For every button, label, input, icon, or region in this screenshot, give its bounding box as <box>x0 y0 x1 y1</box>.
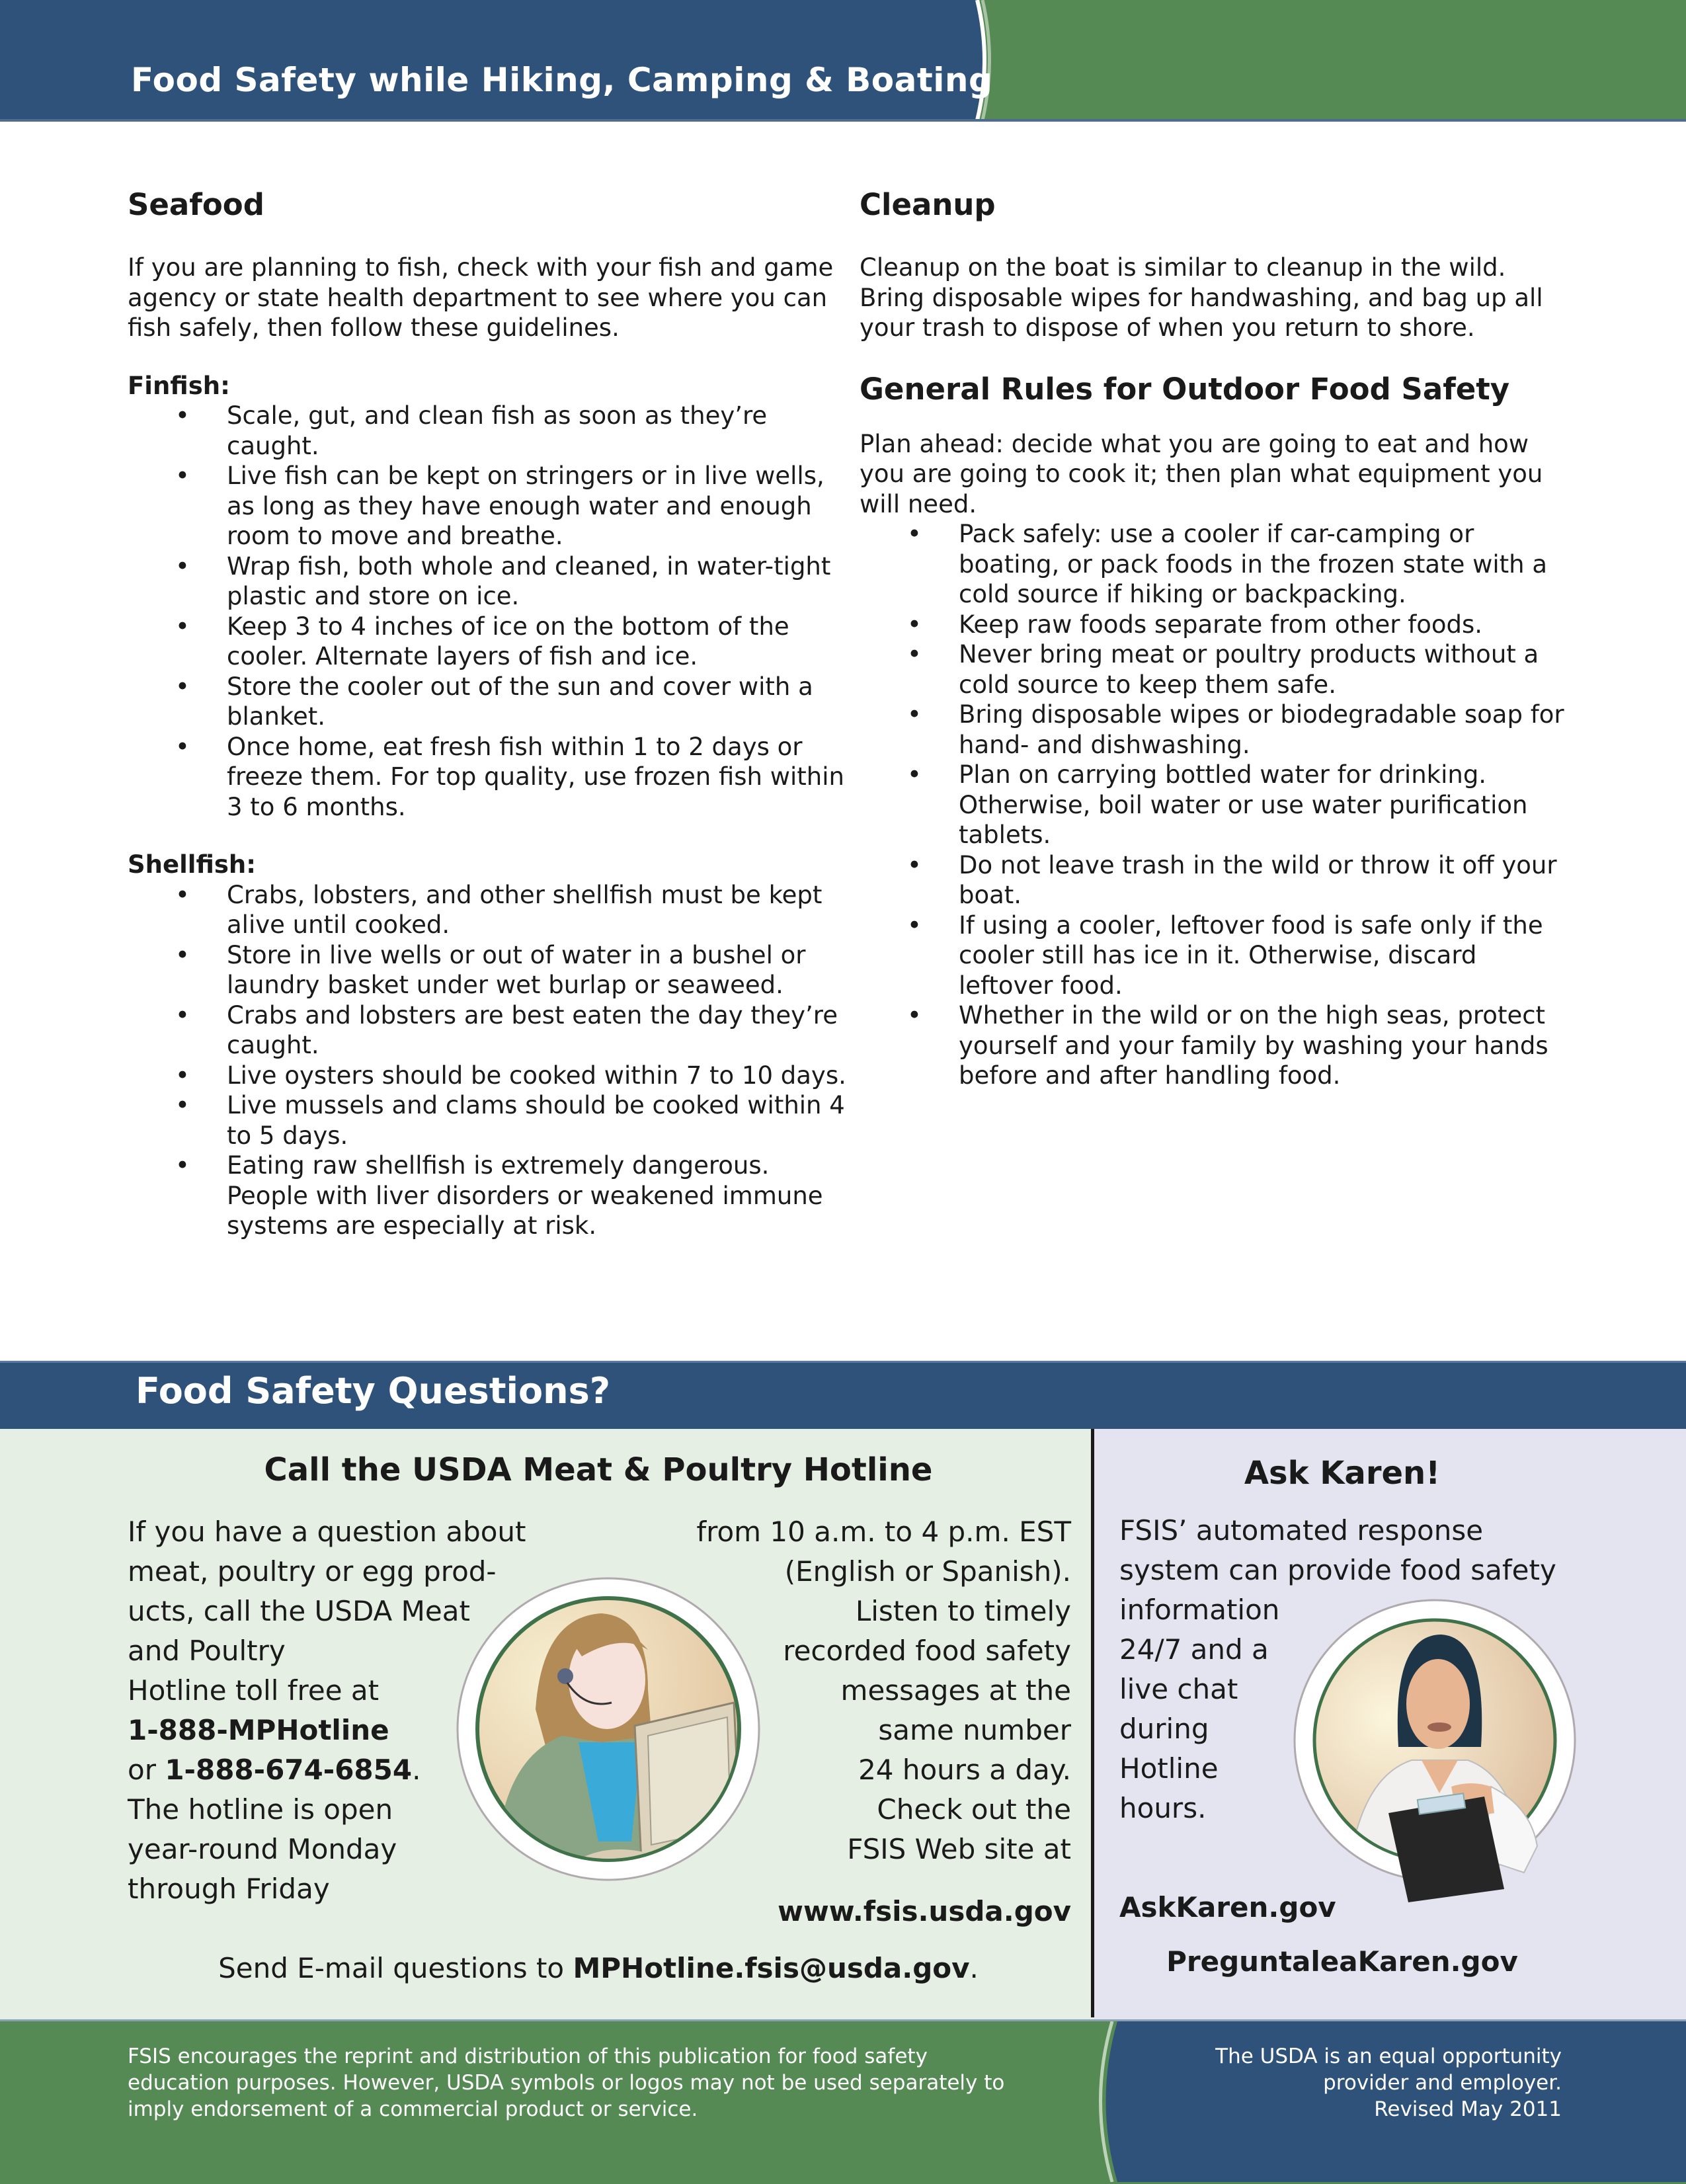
hotline-text-line: from 10 a.m. to 4 p.m. EST <box>696 1516 1071 1548</box>
list-item-text: Keep 3 to 4 inches of ice on the bottom of the cooler. Alternate layers of fish and ice. <box>227 612 789 670</box>
bullet-icon: • <box>175 551 190 581</box>
seafood-section <box>128 179 848 1241</box>
list-item <box>860 519 1574 610</box>
bullet-icon: • <box>907 640 922 668</box>
page-title: Food Safety while Hiking, Camping & Boating <box>131 61 993 99</box>
hotline-text-line: If you have a question about <box>128 1516 526 1548</box>
ask-karen-text-line: system can provide food safety <box>1119 1554 1556 1586</box>
bullet-icon: • <box>175 1000 190 1030</box>
hotline-text-line: Check out the <box>877 1793 1071 1826</box>
list-item <box>860 700 1574 760</box>
bullet-icon: • <box>175 401 190 430</box>
list-item-text: Wrap fish, both whole and cleaned, in water-tight plastic and store on ice. <box>227 551 831 610</box>
general-rules-intro: Plan ahead: decide what you are going to eat and how you are going to cook it; then plan what equipment you will need. <box>860 429 1543 518</box>
list-item <box>860 610 1574 640</box>
list-item <box>128 461 848 551</box>
header-blue-panel <box>0 0 992 120</box>
reprint-notice <box>128 2043 1086 2123</box>
bullet-icon: • <box>175 880 190 909</box>
header-divider <box>0 119 1686 122</box>
hotline-text-line: Hotline toll free at <box>128 1674 380 1707</box>
questions-title: Food Safety Questions? <box>136 1370 611 1412</box>
list-item <box>860 639 1574 700</box>
ask-karen-text-line: during <box>1119 1713 1209 1745</box>
ask-karen-text-line: information <box>1119 1594 1280 1626</box>
list-item <box>860 910 1574 1001</box>
ask-karen-text-line: 24/7 and a <box>1119 1633 1269 1666</box>
bullet-icon: • <box>907 910 922 940</box>
email-line <box>132 1952 1064 1984</box>
bullet-icon: • <box>175 1151 190 1180</box>
equal-opportunity-notice <box>1124 2043 1562 2123</box>
hotline-text-line: through Friday <box>128 1873 330 1905</box>
list-item <box>128 1090 848 1151</box>
email-link[interactable]: MPHotline.fsis@usda.gov <box>573 1952 970 1984</box>
revised-date: Revised May 2011 <box>1374 2097 1562 2121</box>
seafood-intro: If you are planning to fish, check with your fish and game agency or state health department to see where you can fish safely, then follow these guidelines. <box>128 253 834 342</box>
bullet-icon: • <box>907 760 922 789</box>
bullet-icon: • <box>907 700 922 729</box>
ask-karen-text-line: FSIS’ automated response <box>1119 1514 1484 1547</box>
shellfish-label: Shellfish: <box>128 850 257 879</box>
list-item-text: Store the cooler out of the sun and cover with a blanket. <box>227 672 813 731</box>
list-item-text: Eating raw shellfish is extremely dangerous. People with liver disorders or weakened immune systems are especially at risk. <box>227 1151 823 1240</box>
or-label: or <box>128 1754 165 1786</box>
bullet-icon: • <box>907 850 922 879</box>
fsis-website-link[interactable]: www.fsis.usda.gov <box>778 1895 1071 1927</box>
bullet-icon: • <box>175 672 190 701</box>
cleanup-heading: Cleanup <box>860 187 996 222</box>
list-item-text: Whether in the wild or on the high seas, protect yourself and your family by washing your hands before and after handling food. <box>959 1001 1548 1090</box>
hotline-text-line: (English or Spanish). <box>784 1555 1071 1588</box>
bullet-icon: • <box>175 732 190 761</box>
seafood-heading: Seafood <box>128 187 264 222</box>
list-item-text: Plan on carrying bottled water for drinking. Otherwise, boil water or use water purification tablets. <box>959 760 1528 849</box>
period: . <box>412 1754 421 1786</box>
bullet-icon: • <box>175 1091 190 1119</box>
hotline-phone-number[interactable]: 1-888-674-6854 <box>165 1754 413 1786</box>
list-item <box>128 940 848 1000</box>
list-item-text: Never bring meat or poultry products without a cold source to keep them safe. <box>959 640 1539 699</box>
list-item <box>128 732 848 823</box>
list-item-text: Scale, gut, and clean fish as soon as they’re caught. <box>227 401 768 460</box>
list-item <box>128 880 848 940</box>
general-rules-heading: General Rules for Outdoor Food Safety <box>860 371 1510 407</box>
cleanup-text: Cleanup on the boat is similar to cleanup in the wild. Bring disposable wipes for handwashing, and bag up all your trash to dispose of when you return to shore. <box>860 253 1543 342</box>
list-item-text: Do not leave trash in the wild or throw it off your boat. <box>959 850 1557 909</box>
list-item-text: Store in live wells or out of water in a bushel or laundry basket under wet burlap or seaweed. <box>227 940 806 999</box>
bullet-icon: • <box>175 462 190 490</box>
panel-divider <box>1091 1429 1094 2017</box>
hotline-text-line: 24 hours a day. <box>858 1754 1071 1786</box>
finfish-list <box>128 401 848 822</box>
bullet-icon: • <box>907 520 922 548</box>
hotline-heading: Call the USDA Meat & Poultry Hotline <box>264 1451 933 1488</box>
hotline-text-line: same number <box>878 1714 1071 1746</box>
email-suffix: . <box>969 1952 979 1984</box>
hotline-phone-name[interactable]: 1-888-MPHotline <box>128 1714 389 1746</box>
ask-karen-text-line: Hotline <box>1119 1752 1219 1785</box>
reprint-notice-line: education purposes. However, USDA symbols or logos may not be used separately to <box>128 2071 1005 2095</box>
list-item-text: Once home, eat fresh fish within 1 to 2 days or freeze them. For top quality, use frozen fish within 3 to 6 months. <box>227 732 844 821</box>
ask-karen-heading: Ask Karen! <box>1244 1455 1441 1492</box>
email-prefix: Send E-mail questions to <box>218 1952 573 1984</box>
bullet-icon: • <box>175 1061 190 1090</box>
list-item <box>860 760 1574 850</box>
hotline-text-line: ucts, call the USDA Meat <box>128 1595 470 1627</box>
hotline-text-line: year-round Monday <box>128 1833 397 1865</box>
list-item-text: If using a cooler, leftover food is safe only if the cooler still has ice in it. Otherwise, discard leftover food. <box>959 910 1543 1000</box>
hotline-text-line: FSIS Web site at <box>847 1833 1071 1865</box>
general-rules-list <box>860 519 1574 1091</box>
list-item <box>128 1151 848 1241</box>
list-item-text: Crabs and lobsters are best eaten the day they’re caught. <box>227 1000 838 1059</box>
list-item-text: Keep raw foods separate from other foods. <box>959 610 1483 639</box>
bullet-icon: • <box>907 1001 922 1030</box>
hotline-text-line: recorded food safety <box>783 1635 1071 1667</box>
list-item <box>128 672 848 732</box>
bullet-icon: • <box>907 610 922 639</box>
hotline-operator-illustration <box>456 1577 760 1884</box>
cleanup-and-rules-section <box>860 179 1574 1091</box>
hotline-text-line: and Poultry <box>128 1635 286 1667</box>
list-item-text: Crabs, lobsters, and other shellfish must be kept alive until cooked. <box>227 880 823 939</box>
ask-karen-text-line: hours. <box>1119 1792 1207 1824</box>
equal-opportunity-line: provider and employer. <box>1323 2071 1562 2095</box>
list-item <box>128 551 848 612</box>
hotline-text-line: messages at the <box>840 1674 1071 1707</box>
preguntalekaren-link[interactable]: PreguntaleaKaren.gov <box>1166 1945 1518 1978</box>
bullet-icon: • <box>175 612 190 641</box>
hotline-text-line: Listen to timely <box>855 1595 1071 1627</box>
finfish-label: Finfish: <box>128 371 230 400</box>
askkaren-link[interactable]: AskKaren.gov <box>1119 1891 1336 1923</box>
reprint-notice-line: imply endorsement of a commercial product or service. <box>128 2097 698 2121</box>
list-item <box>128 1000 848 1061</box>
equal-opportunity-line: The USDA is an equal opportunity <box>1215 2044 1562 2068</box>
list-item <box>128 401 848 461</box>
list-item <box>128 612 848 672</box>
ask-karen-text-line: live chat <box>1119 1673 1238 1705</box>
list-item <box>860 1000 1574 1091</box>
list-item-text: Live mussels and clams should be cooked within 4 to 5 days. <box>227 1091 845 1150</box>
list-item-text: Live oysters should be cooked within 7 to 10 days. <box>227 1061 846 1090</box>
list-item-text: Bring disposable wipes or biodegradable soap for hand- and dishwashing. <box>959 700 1564 759</box>
reprint-notice-line: FSIS encourages the reprint and distribution of this publication for food safety <box>128 2044 928 2068</box>
list-item <box>128 1061 848 1091</box>
list-item <box>860 850 1574 910</box>
ask-karen-illustration <box>1293 1595 1584 1908</box>
list-item-text: Live fish can be kept on stringers or in live wells, as long as they have enough water and enough room to move and breathe. <box>227 462 824 550</box>
bullet-icon: • <box>175 940 190 969</box>
shellfish-list <box>128 880 848 1241</box>
hotline-text-line: meat, poultry or egg prod- <box>128 1555 497 1588</box>
list-item-text: Pack safely: use a cooler if car-camping or boating, or pack foods in the frozen state with a cold source if hiking or backpacking. <box>959 520 1548 608</box>
hotline-text-line: The hotline is open <box>128 1793 393 1826</box>
